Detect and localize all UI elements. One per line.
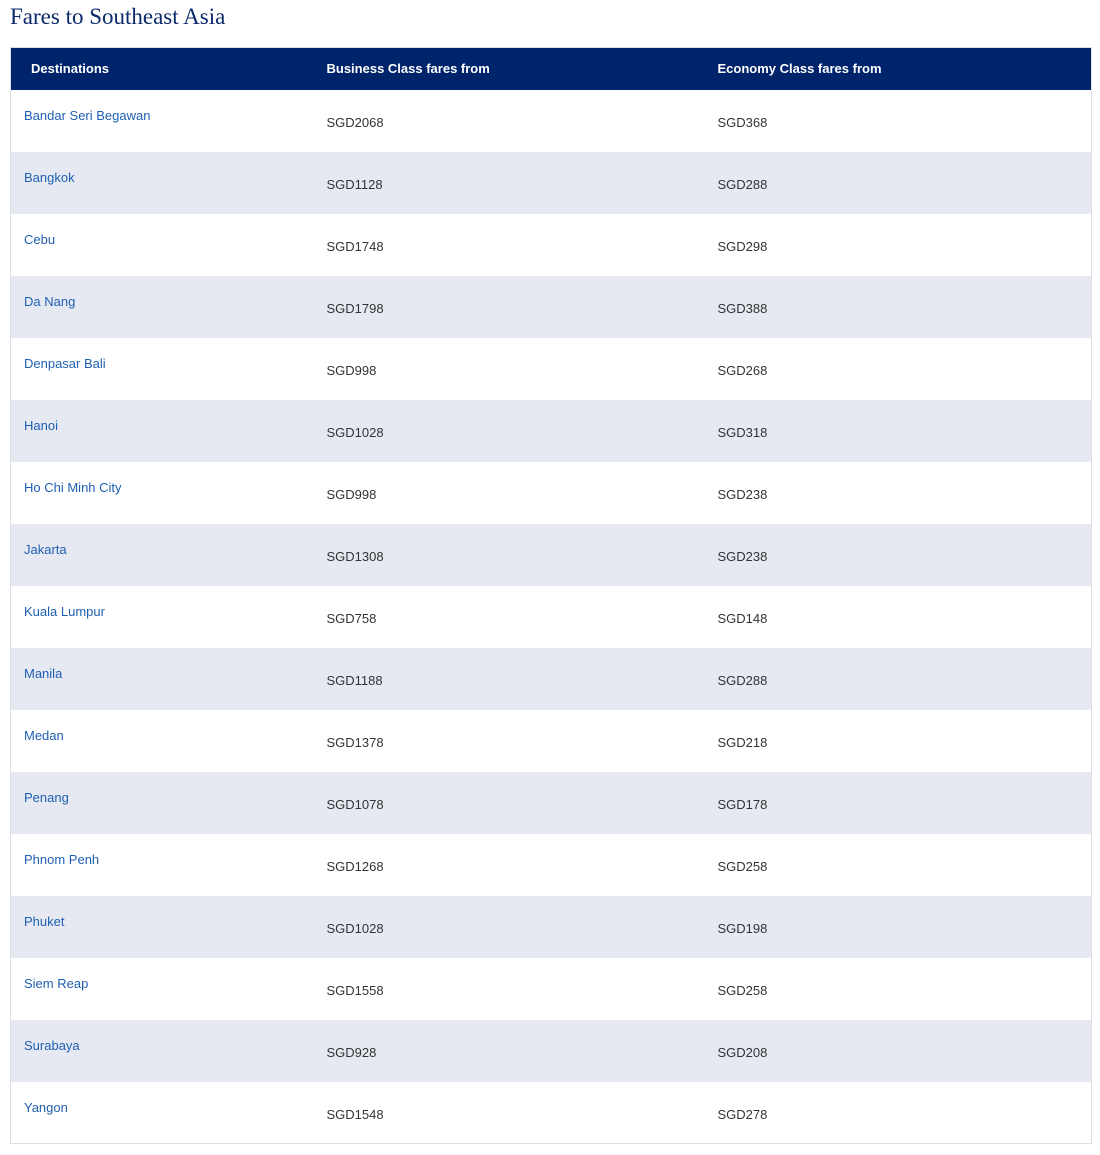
economy-fare-cell: SGD368 [717, 114, 768, 130]
business-fare-cell: SGD1028 [326, 920, 384, 936]
table-row [11, 958, 1092, 1020]
business-fare-cell: SGD928 [326, 1044, 377, 1060]
economy-fare-cell: SGD258 [717, 858, 768, 874]
destination-cell [11, 400, 315, 462]
business-fare-cell: SGD1028 [326, 424, 384, 440]
destination-cell [11, 152, 315, 214]
economy-fare-cell: SGD288 [717, 672, 768, 688]
destination-link[interactable]: Denpasar Bali [24, 355, 106, 371]
table-row [11, 586, 1092, 648]
table-row [11, 214, 1092, 276]
table-row [11, 462, 1092, 524]
economy-fare-cell: SGD238 [717, 486, 768, 502]
column-header-economy-fare: Economy Class fares from [717, 61, 882, 77]
economy-fare-cell: SGD278 [717, 1106, 768, 1122]
business-fare-cell: SGD1078 [326, 796, 384, 812]
business-fare-cell: SGD1188 [326, 672, 383, 688]
destination-cell [11, 586, 315, 648]
table-row [11, 276, 1092, 338]
business-fare-cell: SGD758 [326, 610, 377, 626]
table-row [11, 896, 1092, 958]
column-header-destinations: Destinations [31, 61, 110, 77]
destination-cell [11, 214, 315, 276]
destination-cell [11, 958, 315, 1020]
business-fare-cell: SGD1798 [326, 300, 384, 316]
table-body [11, 90, 1092, 1144]
table-header [11, 48, 1092, 90]
destination-link[interactable]: Da Nang [24, 293, 76, 309]
destination-link[interactable]: Manila [24, 665, 63, 681]
economy-fare-cell: SGD268 [717, 362, 768, 378]
table-row [11, 400, 1092, 462]
destination-link[interactable]: Phnom Penh [24, 851, 100, 867]
destination-cell [11, 834, 315, 896]
economy-fare-cell: SGD198 [717, 920, 768, 936]
table-row [11, 772, 1092, 834]
business-fare-cell: SGD1128 [326, 176, 383, 192]
business-fare-cell: SGD1558 [326, 982, 384, 998]
destination-cell [11, 338, 315, 400]
destination-cell [11, 648, 315, 710]
economy-fare-cell: SGD298 [717, 238, 768, 254]
economy-fare-cell: SGD208 [717, 1044, 768, 1060]
destination-link[interactable]: Hanoi [24, 417, 58, 433]
table-row [11, 710, 1092, 772]
destination-link[interactable]: Phuket [24, 913, 65, 929]
destination-cell [11, 524, 315, 586]
destination-cell [11, 772, 315, 834]
destination-link[interactable]: Medan [24, 727, 64, 743]
destination-link[interactable]: Bangkok [24, 169, 75, 185]
column-header-business-fare: Business Class fares from [326, 61, 490, 77]
business-fare-cell: SGD1548 [326, 1106, 384, 1122]
business-fare-cell: SGD998 [326, 486, 377, 502]
table-row [11, 524, 1092, 586]
page-title: Fares to Southeast Asia [10, 4, 226, 29]
business-fare-cell: SGD998 [326, 362, 377, 378]
economy-fare-cell: SGD388 [717, 300, 768, 316]
destination-link[interactable]: Siem Reap [24, 975, 89, 991]
table-row [11, 1020, 1092, 1082]
economy-fare-cell: SGD288 [717, 176, 768, 192]
destination-link[interactable]: Jakarta [24, 541, 67, 557]
economy-fare-cell: SGD258 [717, 982, 768, 998]
business-fare-cell: SGD1268 [326, 858, 384, 874]
table-row [11, 338, 1092, 400]
destination-cell [11, 1020, 315, 1082]
business-fare-cell: SGD2068 [326, 114, 384, 130]
table-row [11, 648, 1092, 710]
destination-link[interactable]: Penang [24, 789, 69, 805]
destination-cell [11, 90, 315, 152]
table-row [11, 834, 1092, 896]
economy-fare-cell: SGD238 [717, 548, 768, 564]
destination-cell [11, 896, 315, 958]
table-row [11, 152, 1092, 214]
economy-fare-cell: SGD318 [717, 424, 768, 440]
destination-link[interactable]: Cebu [24, 231, 56, 247]
destination-cell [11, 276, 315, 338]
destination-link[interactable]: Kuala Lumpur [24, 603, 105, 619]
business-fare-cell: SGD1748 [326, 238, 384, 254]
destination-cell [11, 710, 315, 772]
destination-cell [11, 1082, 315, 1144]
economy-fare-cell: SGD218 [717, 734, 768, 750]
fares-table [10, 47, 1092, 1144]
destination-link[interactable]: Ho Chi Minh City [24, 479, 122, 495]
table-row [11, 1082, 1092, 1144]
destination-cell [11, 462, 315, 524]
table-header-row [11, 48, 1092, 90]
destination-link[interactable]: Yangon [24, 1099, 68, 1115]
table-row [11, 90, 1092, 152]
destination-link[interactable]: Bandar Seri Begawan [24, 107, 151, 123]
business-fare-cell: SGD1378 [326, 734, 384, 750]
destination-link[interactable]: Surabaya [24, 1037, 80, 1053]
economy-fare-cell: SGD148 [717, 610, 768, 626]
business-fare-cell: SGD1308 [326, 548, 384, 564]
economy-fare-cell: SGD178 [717, 796, 768, 812]
